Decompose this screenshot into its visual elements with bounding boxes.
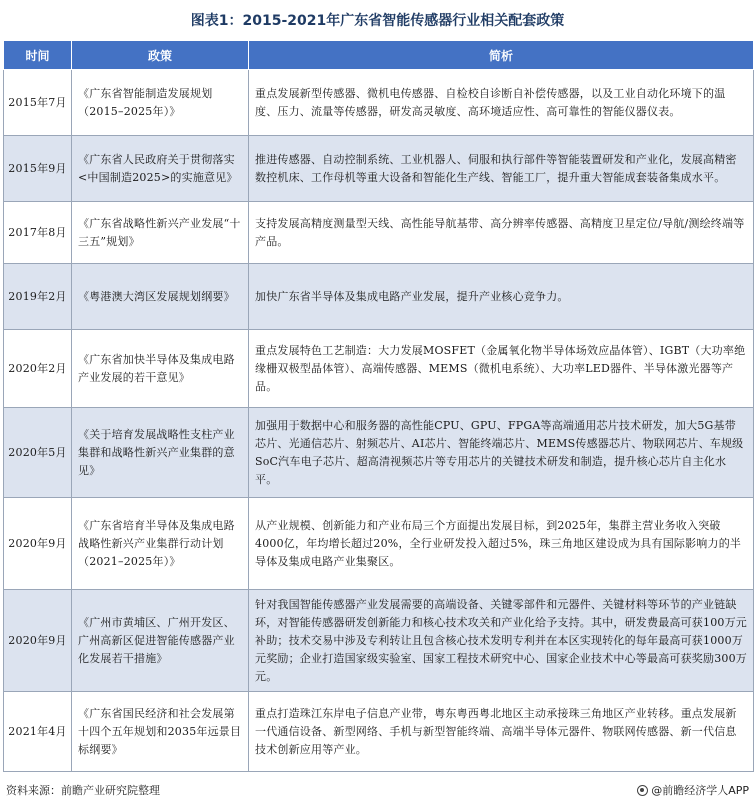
table-row (4, 498, 754, 590)
cell-analysis: 从产业规模、创新能力和产业布局三个方面提出发展目标，到2025年，集群主营业务收入突破4000亿，年均增长超过20%，全行业研发投入超过5%，珠三角地区建设成为具有国际影响力的半导体及集成电路产业集聚区。 (249, 498, 754, 590)
table-row (4, 330, 754, 408)
cell-time: 2015年9月 (4, 136, 72, 202)
cell-policy: 《广东省战略性新兴产业发展“十三五”规划》 (72, 202, 249, 264)
cell-time: 2020年9月 (4, 590, 72, 692)
cell-analysis: 重点打造珠江东岸电子信息产业带，粤东粤西粤北地区主动承接珠三角地区产业转移。重点发展新一代通信设备、新型网络、手机与新型智能终端、高端半导体元器件、物联网传感器、新一代信息技术创新应用等产业。 (249, 692, 754, 772)
source-note: 资料来源：前瞻产业研究院整理 (6, 784, 160, 797)
brand-text: @前瞻经济学人APP (651, 784, 749, 797)
cell-analysis: 重点发展特色工艺制造：大力发展MOSFET（金属氧化物半导体场效应晶体管）、IGBT（大功率绝缘栅双极型晶体管）、高端传感器、MEMS（微机电系统）、大功率LED器件、半导体激光器等产品。 (249, 330, 754, 408)
cell-time: 2019年2月 (4, 264, 72, 330)
table-row (4, 408, 754, 498)
cell-analysis: 推进传感器、自动控制系统、工业机器人、伺服和执行部件等智能装置研发和产业化，发展高精密数控机床、工作母机等重大设备和智能化生产线、智能工厂，提升重大智能成套装备集成水平。 (249, 136, 754, 202)
cell-time: 2020年9月 (4, 498, 72, 590)
header-analysis: 简析 (249, 41, 754, 70)
cell-analysis: 加快广东省半导体及集成电路产业发展，提升产业核心竞争力。 (249, 264, 754, 330)
cell-policy: 《广东省智能制造发展规划（2015–2025年）》 (72, 70, 249, 136)
table-row (4, 264, 754, 330)
table-row (4, 136, 754, 202)
cell-analysis: 重点发展新型传感器、微机电传感器、自检校自诊断自补偿传感器，以及工业自动化环境下的温度、压力、流量等传感器，研发高灵敏度、高环境适应性、高可靠性的智能仪器仪表。 (249, 70, 754, 136)
cell-time: 2021年4月 (4, 692, 72, 772)
table-row (4, 590, 754, 692)
table-row (4, 202, 754, 264)
cell-time: 2017年8月 (4, 202, 72, 264)
cell-analysis: 支持发展高精度测量型天线、高性能导航基带、高分辨率传感器、高精度卫星定位/导航/测绘终端等产品。 (249, 202, 754, 264)
table-row (4, 70, 754, 136)
cell-analysis: 针对我国智能传感器产业发展需要的高端设备、关键零部件和元器件、关键材料等环节的产业链缺环，对智能传感器研发创新能力和核心技术攻关和产业化给予支持。其中，研发费最高可获100万元补助；技术交易中涉及专利转让且包含核心技术发明专利并在本区实现转化的每年最高可获1000万元奖励；企业打造国家级实验室、国家工程技术研究中心、国家企业技术中心等最高可获奖励300万元。 (249, 590, 754, 692)
header-policy: 政策 (72, 41, 249, 70)
cell-policy: 《广东省加快半导体及集成电路产业发展的若干意见》 (72, 330, 249, 408)
cell-time: 2020年2月 (4, 330, 72, 408)
header-time: 时间 (4, 41, 72, 70)
cell-analysis: 加强用于数据中心和服务器的高性能CPU、GPU、FPGA等高端通用芯片技术研发，加大5G基带芯片、光通信芯片、射频芯片、AI芯片、智能终端芯片、MEMS传感器芯片、物联网芯片、车规级SoC汽车电子芯片、超高清视频芯片等专用芯片的关键技术研发和制造，提升核心芯片自主化水平。 (249, 408, 754, 498)
policy-table (3, 40, 754, 772)
brand-credit (637, 782, 749, 798)
cell-time: 2015年7月 (4, 70, 72, 136)
table-header-row (4, 41, 754, 70)
cell-policy: 《广州市黄埔区、广州开发区、广州高新区促进智能传感器产业化发展若干措施》 (72, 590, 249, 692)
qianzhan-logo-icon (637, 785, 648, 796)
cell-policy: 《广东省人民政府关于贯彻落实<中国制造2025>的实施意见》 (72, 136, 249, 202)
cell-policy: 《广东省国民经济和社会发展第十四个五年规划和2035年远景目标纲要》 (72, 692, 249, 772)
chart-title: 图表1：2015-2021年广东省智能传感器行业相关配套政策 (190, 13, 565, 29)
cell-policy: 《关于培育发展战略性支柱产业集群和战略性新兴产业集群的意见》 (72, 408, 249, 498)
cell-policy: 《粤港澳大湾区发展规划纲要》 (72, 264, 249, 330)
cell-time: 2020年5月 (4, 408, 72, 498)
table-row (4, 692, 754, 772)
footer (0, 776, 755, 804)
cell-policy: 《广东省培育半导体及集成电路战略性新兴产业集群行动计划（2021–2025年）》 (72, 498, 249, 590)
